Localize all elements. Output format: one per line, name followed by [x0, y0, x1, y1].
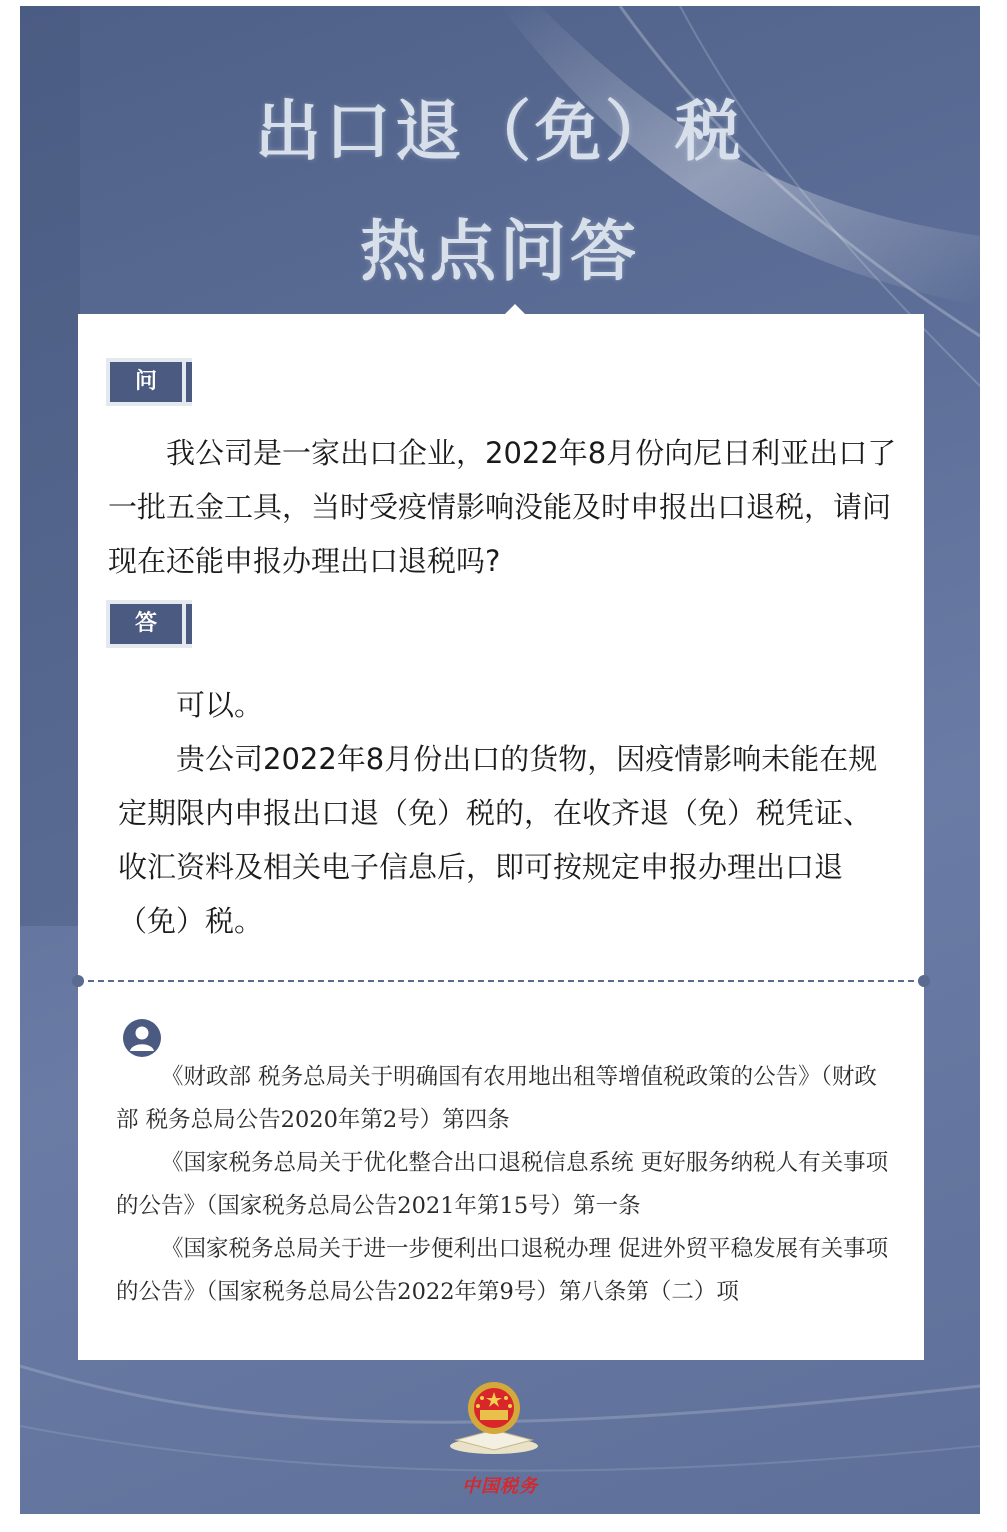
answer-tag-bar [186, 604, 192, 644]
brand-name: 中国税务 [462, 1476, 538, 1497]
reference-item: 《财政部 税务总局关于明确国有农用地出租等增值税政策的公告》（财政部 税务总局公告2020年第2号）第四条 [116, 1064, 877, 1133]
answer-paragraph: 贵公司2022年8月份出口的货物，因疫情影响未能在规定期限内申报出口退（免）税的，在收齐退（免）税凭证、收汇资料及相关电子信息后，即可按规定申报办理出口退（免）税。 [118, 742, 878, 938]
answer-paragraph: 可以。 [176, 688, 264, 722]
divider-dot-right [918, 975, 930, 987]
references [116, 1056, 896, 1314]
answer-tag [106, 600, 192, 648]
question-tag-label: 问 [110, 362, 182, 402]
tax-emblem-icon [442, 1374, 546, 1458]
question-tag [106, 358, 192, 406]
answer-tag-label: 答 [110, 604, 182, 644]
title-line-1: 出口退（免）税 [255, 92, 745, 170]
poster [20, 6, 980, 1514]
reference-item: 《国家税务总局关于进一步便利出口退税办理 促进外贸平稳发展有关事项的公告》（国家税务总局公告2022年第9号）第八条第（二）项 [116, 1236, 889, 1305]
reference-item: 《国家税务总局关于优化整合出口退税信息系统 更好服务纳税人有关事项的公告》（国家税务总局公告2021年第15号）第一条 [116, 1150, 889, 1219]
section-divider [78, 980, 924, 982]
question-text-block [108, 426, 898, 588]
qa-card [78, 314, 924, 1360]
question-tag-bar [186, 362, 192, 402]
question-text: 我公司是一家出口企业，2022年8月份向尼日利亚出口了一批五金工具，当时受疫情影响没能及时申报出口退税，请问现在还能申报办理出口退税吗? [108, 436, 897, 578]
title-line-2: 热点问答 [360, 212, 640, 290]
user-icon [122, 1018, 162, 1058]
divider-dot-left [72, 975, 84, 987]
answer-text-block [118, 678, 898, 948]
